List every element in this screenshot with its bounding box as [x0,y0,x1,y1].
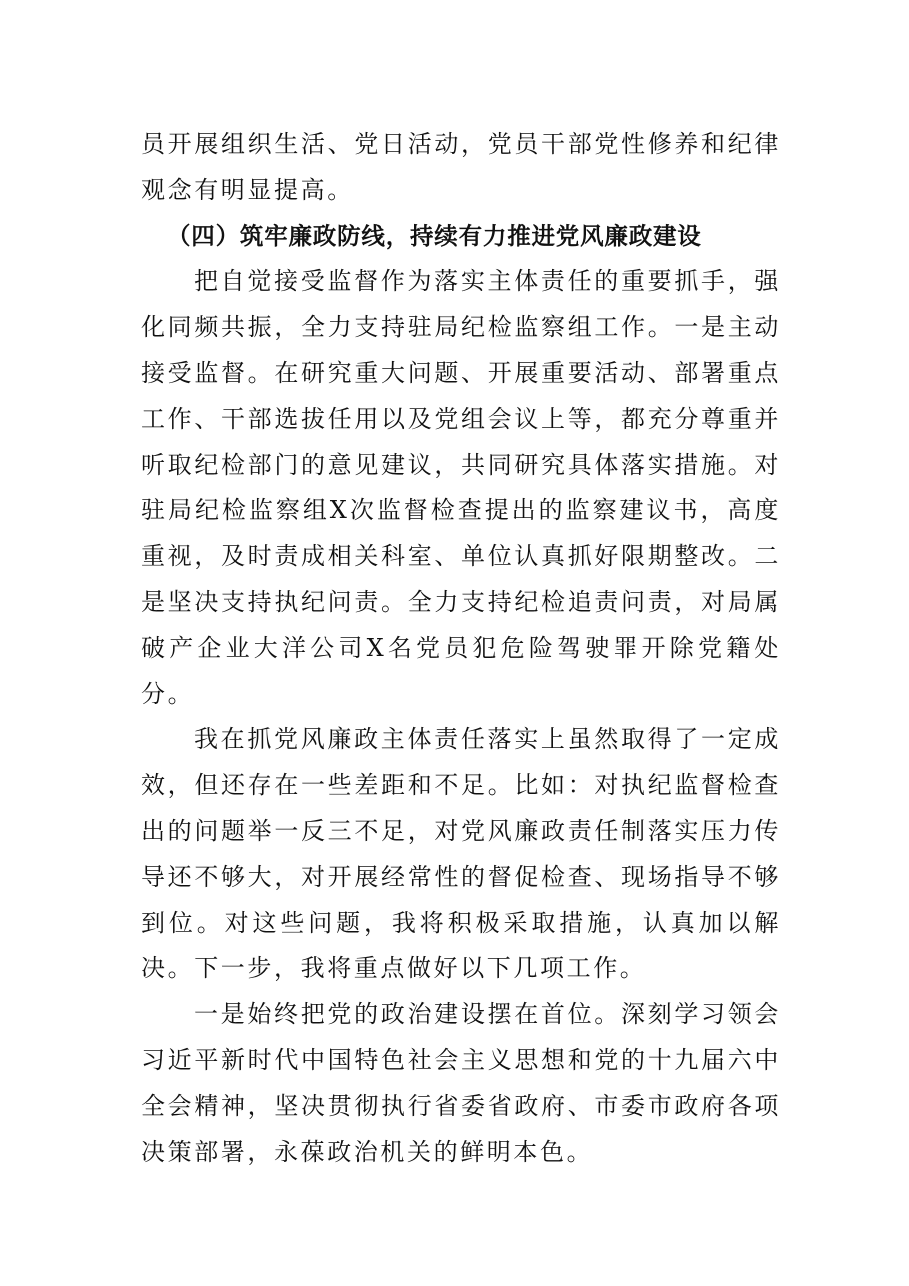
paragraph-supervision: 把自觉接受监督作为落实主体责任的重要抓手，强化同频共振，全力支持驻局纪检监察组工作。一是主动接受监督。在研究重大问题、开展重要活动、部署重点工作、干部选拔任用以及党组会议上等，都充分尊重并听取纪检部门的意见建议，共同研究具体落实措施。对驻局纪检监察组X次监督检查提出的监察建议书，高度重视，及时责成相关科室、单位认真抓好限期整改。二是坚决支持执纪问责。全力支持纪检追责问责，对局属破产企业大洋公司X名党员犯危险驾驶罪开除党籍处分。 [141,267,781,708]
paragraph-political-building: 一是始终把党的政治建设摆在首位。深刻学习领会习近平新时代中国特色社会主义思想和党的十九届六中全会精神，坚决贯彻执行省委省政府、市委市政府各项决策部署，永葆政治机关的鲜明本色。 [141,1000,781,1166]
paragraph-continuation: 员开展组织生活、党日活动，党员干部党性修养和纪律观念有明显提高。 [141,130,781,204]
document-body [141,122,781,1175]
paragraph-shortcomings: 我在抓党风廉政主体责任落实上虽然取得了一定成效，但还存在一些差距和不足。比如：对执纪监督检查出的问题举一反三不足，对党风廉政责任制落实压力传导还不够大，对开展经常性的督促检查、现场指导不够到位。对这些问题，我将积极采取措施，认真加以解决。下一步，我将重点做好以下几项工作。 [141,725,781,983]
section-heading: （四）筑牢廉政防线，持续有力推进党风廉政建设 [167,221,702,250]
